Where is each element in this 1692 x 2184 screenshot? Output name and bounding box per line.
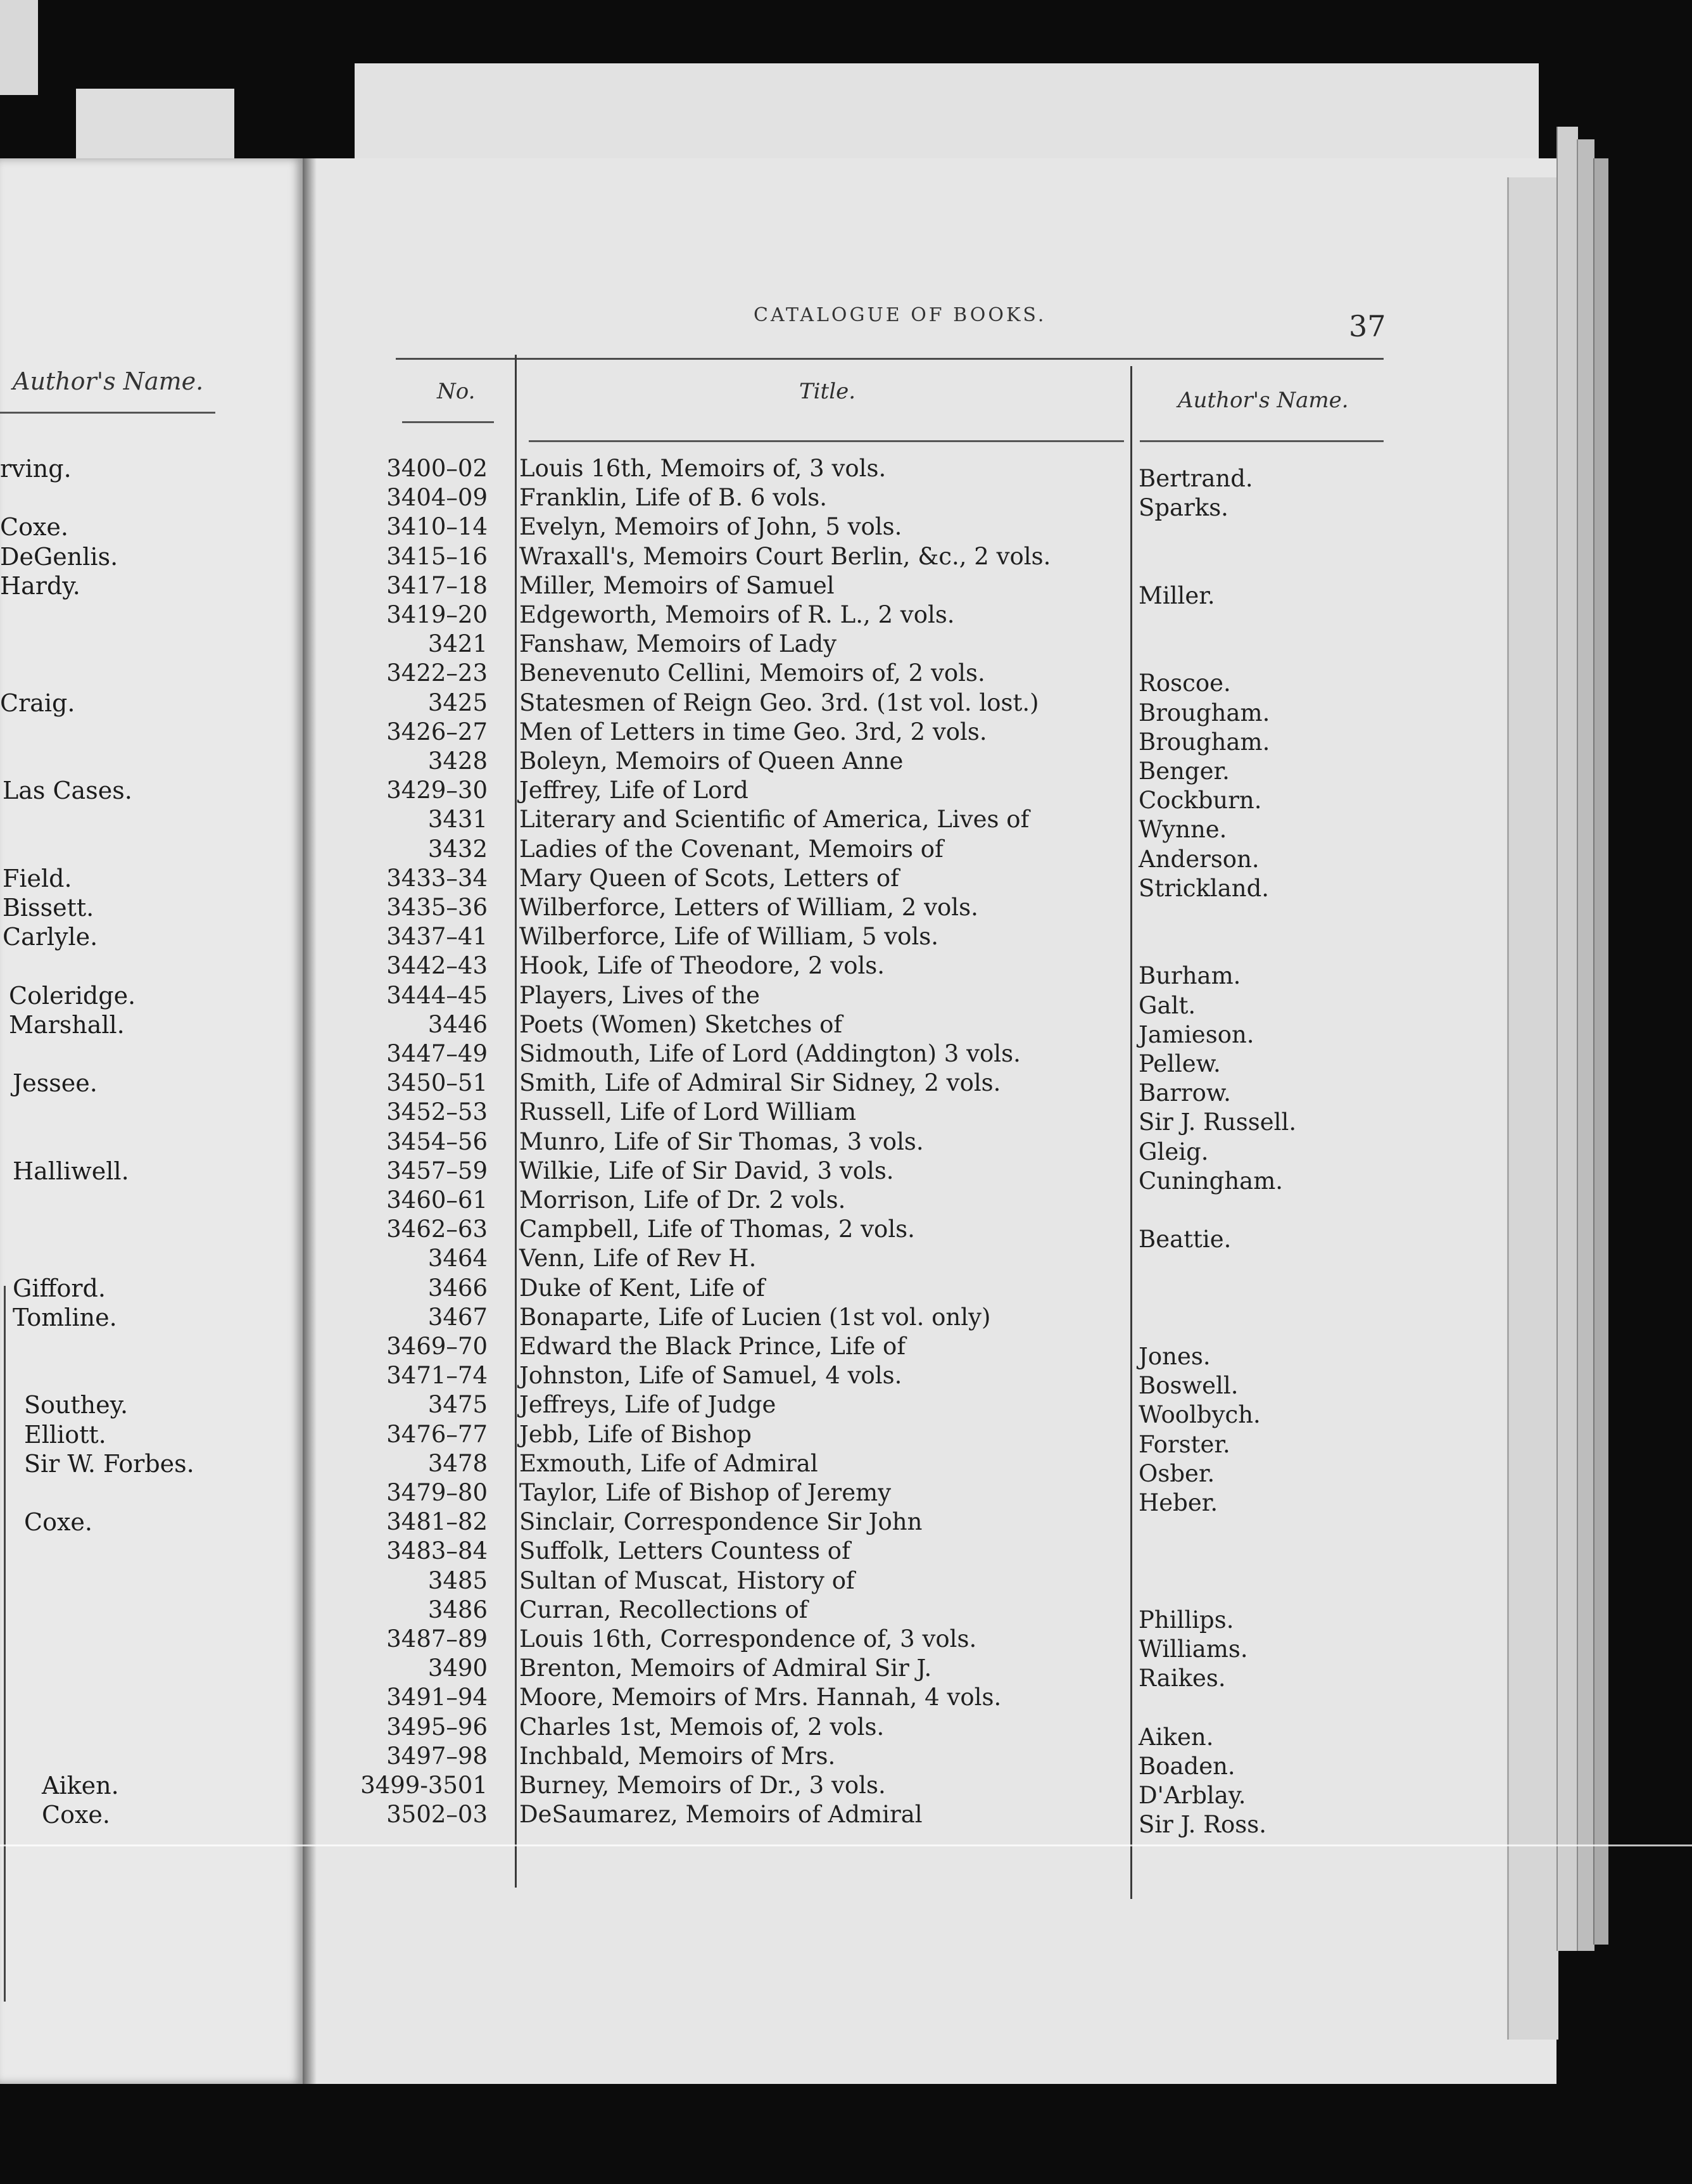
scan-line-artifact [0, 1844, 1692, 1846]
left-page-column-rule [4, 1286, 6, 2002]
entry-number: 3435–36 [386, 894, 488, 921]
entry-title: Men of Letters in time Geo. 3rd, 2 vols. [519, 718, 987, 746]
entry-title: Miller, Memoirs of Samuel [519, 572, 835, 599]
entry-author: Wynne. [1139, 816, 1227, 843]
entry-author: Beattie. [1139, 1226, 1232, 1253]
previous-leaf-edge [0, 0, 38, 95]
entry-number: 3437–41 [386, 923, 488, 950]
entry-number: 3429–30 [386, 777, 488, 804]
entry-number: 3475 [427, 1391, 488, 1418]
page-curl [1507, 177, 1558, 2040]
column-header-no: No. [437, 379, 476, 404]
entry-title: Fanshaw, Memoirs of Lady [519, 630, 837, 657]
entry-number: 3464 [427, 1245, 488, 1272]
left-page-author: Halliwell. [13, 1157, 129, 1185]
entry-title: Edward the Black Prince, Life of [519, 1333, 906, 1360]
column-header-title: Title. [799, 379, 856, 404]
entry-number: 3471–74 [386, 1362, 488, 1389]
entry-author: Jones. [1139, 1343, 1211, 1370]
entry-number: 3450–51 [386, 1069, 488, 1096]
left-page-author: Field. [3, 865, 72, 892]
entry-number: 3481–82 [386, 1508, 488, 1535]
entry-number: 3466 [427, 1274, 488, 1302]
entry-author: Phillips. [1139, 1606, 1234, 1634]
entry-number: 3460–61 [386, 1186, 488, 1214]
left-page-author: Marshall. [9, 1011, 125, 1039]
entry-title: Munro, Life of Sir Thomas, 3 vols. [519, 1128, 924, 1155]
entry-author: Cuningham. [1139, 1167, 1284, 1195]
entry-number: 3415–16 [386, 543, 488, 570]
entry-number: 3428 [427, 747, 488, 775]
entry-author: Strickland. [1139, 875, 1270, 902]
entry-number: 3497–98 [386, 1743, 488, 1770]
left-page-author: Tomline. [13, 1304, 117, 1331]
entry-author: Galt. [1139, 992, 1196, 1019]
entry-title: Bonaparte, Life of Lucien (1st vol. only) [519, 1304, 991, 1331]
entry-author: Roscoe. [1139, 670, 1231, 697]
entry-title: Sinclair, Correspondence Sir John [519, 1508, 923, 1535]
entry-title: Sidmouth, Life of Lord (Addington) 3 vols. [519, 1040, 1021, 1067]
entry-title: Venn, Life of Rev H. [519, 1245, 757, 1272]
entry-author: Brougham. [1139, 699, 1270, 727]
entry-author: D'Arblay. [1139, 1782, 1246, 1809]
entry-title: Players, Lives of the [519, 982, 761, 1009]
entry-title: Wilberforce, Letters of William, 2 vols. [519, 894, 978, 921]
left-page-author: Hardy. [0, 572, 80, 600]
left-page-author: Sir W. Forbes. [24, 1450, 194, 1478]
entry-author: Sir J. Ross. [1139, 1811, 1266, 1838]
entry-author: Williams. [1139, 1635, 1248, 1663]
entry-title: Campbell, Life of Thomas, 2 vols. [519, 1216, 915, 1243]
entry-author: Pellew. [1139, 1050, 1221, 1077]
entry-title: Brenton, Memoirs of Admiral Sir J. [519, 1654, 932, 1682]
entry-title: Ladies of the Covenant, Memoirs of [519, 835, 944, 863]
entry-number: 3478 [427, 1450, 488, 1477]
entry-number: 3467 [427, 1304, 488, 1331]
entry-title: Sultan of Muscat, History of [519, 1567, 855, 1594]
left-page-author: Aiken. [42, 1772, 119, 1800]
column-rule-no-title [515, 355, 517, 1888]
running-head: CATALOGUE OF BOOKS. [754, 304, 1047, 326]
header-rule [396, 358, 1384, 360]
entry-author: Raikes. [1139, 1665, 1226, 1692]
left-page-author: Carlyle. [3, 923, 98, 951]
entry-author: Gleig. [1139, 1138, 1209, 1165]
page-stack-edge [1556, 127, 1578, 1951]
entry-number: 3404–09 [386, 484, 488, 511]
entry-number: 3417–18 [386, 572, 488, 599]
entry-title: Inchbald, Memoirs of Mrs. [519, 1743, 836, 1770]
entry-number: 3425 [427, 689, 488, 716]
entry-author: Jamieson. [1139, 1021, 1254, 1048]
title-header-underline [529, 440, 1124, 442]
entry-title: Exmouth, Life of Admiral [519, 1450, 818, 1477]
entry-title: Jeffreys, Life of Judge [519, 1391, 776, 1418]
entry-author: Aiken. [1139, 1724, 1214, 1751]
left-page-author: Bissett. [3, 894, 94, 922]
left-page-author: Coxe. [0, 513, 68, 541]
left-page-author: Coxe. [42, 1801, 110, 1829]
entry-author: Barrow. [1139, 1079, 1231, 1107]
entry-title: Charles 1st, Memois of, 2 vols. [519, 1713, 885, 1741]
entry-number: 3487–89 [386, 1625, 488, 1653]
entry-author: Boswell. [1139, 1372, 1239, 1399]
left-page-author: Coxe. [24, 1508, 92, 1536]
entry-author: Heber. [1139, 1489, 1218, 1516]
entry-author: Bertrand. [1139, 465, 1253, 492]
entry-title: Literary and Scientific of America, Lives of [519, 806, 1030, 833]
left-page-author: Craig. [0, 689, 75, 717]
entry-number: 3446 [427, 1011, 488, 1038]
entry-author: Forster. [1139, 1431, 1230, 1458]
entry-number: 3433–34 [386, 865, 488, 892]
page-top-edge [355, 63, 1539, 158]
entry-title: Poets (Women) Sketches of [519, 1011, 843, 1038]
entry-number: 3476–77 [386, 1421, 488, 1448]
entry-title: DeSaumarez, Memoirs of Admiral [519, 1801, 923, 1828]
entry-author: Miller. [1139, 582, 1215, 609]
entry-number: 3442–43 [386, 952, 488, 979]
left-page-author: Gifford. [13, 1274, 106, 1302]
left-page-author-header: Author's Name. [13, 367, 204, 395]
entry-number: 3419–20 [386, 601, 488, 628]
page-stack-edge [1593, 158, 1608, 1945]
entry-number: 3400–02 [386, 455, 488, 482]
entry-number: 3457–59 [386, 1157, 488, 1184]
author-header-underline [1140, 440, 1384, 442]
entry-author: Woolbych. [1139, 1401, 1261, 1428]
entry-title: Morrison, Life of Dr. 2 vols. [519, 1186, 846, 1214]
left-page-author: Jessee. [13, 1069, 98, 1097]
entry-number: 3469–70 [386, 1333, 488, 1360]
entry-number: 3421 [427, 630, 488, 657]
entry-author: Osber. [1139, 1460, 1215, 1487]
entry-author: Burham. [1139, 962, 1241, 989]
entry-title: Smith, Life of Admiral Sir Sidney, 2 vols. [519, 1069, 1001, 1096]
entry-number: 3486 [427, 1596, 488, 1623]
entry-number: 3432 [427, 835, 488, 863]
entry-author: Cockburn. [1139, 787, 1262, 814]
catalogue-page [303, 158, 1556, 2084]
entry-title: Statesmen of Reign Geo. 3rd. (1st vol. lost.) [519, 689, 1039, 716]
entry-title: Jeffrey, Life of Lord [519, 777, 748, 804]
entry-author: Sparks. [1139, 494, 1228, 521]
column-header-author: Author's Name. [1178, 388, 1349, 413]
left-page-author: Coleridge. [9, 982, 136, 1010]
entry-title: Taylor, Life of Bishop of Jeremy [519, 1479, 892, 1506]
page-stack-edge [1577, 139, 1594, 1951]
no-header-underline [402, 421, 494, 423]
entry-title: Louis 16th, Correspondence of, 3 vols. [519, 1625, 977, 1653]
entry-title: Wraxall's, Memoirs Court Berlin, &c., 2 vols. [519, 543, 1051, 570]
entry-title: Duke of Kent, Life of [519, 1274, 765, 1302]
entry-title: Mary Queen of Scots, Letters of [519, 865, 899, 892]
entry-number: 3431 [427, 806, 488, 833]
entry-title: Hook, Life of Theodore, 2 vols. [519, 952, 885, 979]
column-rule-title-author [1130, 366, 1132, 1899]
entry-title: Edgeworth, Memoirs of R. L., 2 vols. [519, 601, 955, 628]
entry-number: 3422–23 [386, 659, 488, 687]
entry-title: Suffolk, Letters Countess of [519, 1537, 850, 1565]
left-page-author: Elliott. [24, 1421, 106, 1449]
entry-number: 3499-3501 [360, 1772, 488, 1799]
entry-number: 3447–49 [386, 1040, 488, 1067]
entry-author: Sir J. Russell. [1139, 1108, 1297, 1136]
entry-title: Wilberforce, Life of William, 5 vols. [519, 923, 939, 950]
entry-title: Burney, Memoirs of Dr., 3 vols. [519, 1772, 886, 1799]
entry-number: 3410–14 [386, 513, 488, 540]
entry-title: Johnston, Life of Samuel, 4 vols. [519, 1362, 902, 1389]
left-page-author: rving. [0, 455, 72, 483]
entry-number: 3444–45 [386, 982, 488, 1009]
left-page [0, 158, 303, 2084]
entry-number: 3483–84 [386, 1537, 488, 1565]
entry-number: 3426–27 [386, 718, 488, 746]
entry-number: 3452–53 [386, 1098, 488, 1126]
entry-title: Boleyn, Memoirs of Queen Anne [519, 747, 904, 775]
entry-number: 3479–80 [386, 1479, 488, 1506]
gutter-shadow [303, 158, 317, 2084]
entry-title: Benevenuto Cellini, Memoirs of, 2 vols. [519, 659, 985, 687]
left-page-author: Las Cases. [3, 777, 132, 804]
entry-number: 3495–96 [386, 1713, 488, 1741]
entry-number: 3462–63 [386, 1216, 488, 1243]
entry-title: Moore, Memoirs of Mrs. Hannah, 4 vols. [519, 1684, 1002, 1711]
entry-number: 3491–94 [386, 1684, 488, 1711]
left-page-header-rule [0, 412, 215, 414]
left-page-author: Southey. [24, 1391, 129, 1419]
entry-number: 3490 [427, 1654, 488, 1682]
entry-number: 3454–56 [386, 1128, 488, 1155]
entry-title: Louis 16th, Memoirs of, 3 vols. [519, 455, 887, 482]
entry-title: Franklin, Life of B. 6 vols. [519, 484, 827, 511]
entry-title: Russell, Life of Lord William [519, 1098, 857, 1126]
entry-author: Brougham. [1139, 728, 1270, 756]
entry-title: Curran, Recollections of [519, 1596, 808, 1623]
page-number: 37 [1349, 309, 1386, 343]
entry-author: Anderson. [1139, 846, 1260, 873]
entry-title: Evelyn, Memoirs of John, 5 vols. [519, 513, 902, 540]
entry-title: Jebb, Life of Bishop [519, 1421, 752, 1448]
entry-author: Benger. [1139, 758, 1230, 785]
entry-number: 3502–03 [386, 1801, 488, 1828]
entry-number: 3485 [427, 1567, 488, 1594]
left-page-author: DeGenlis. [0, 543, 118, 571]
entry-author: Boaden. [1139, 1753, 1235, 1780]
entry-title: Wilkie, Life of Sir David, 3 vols. [519, 1157, 894, 1184]
